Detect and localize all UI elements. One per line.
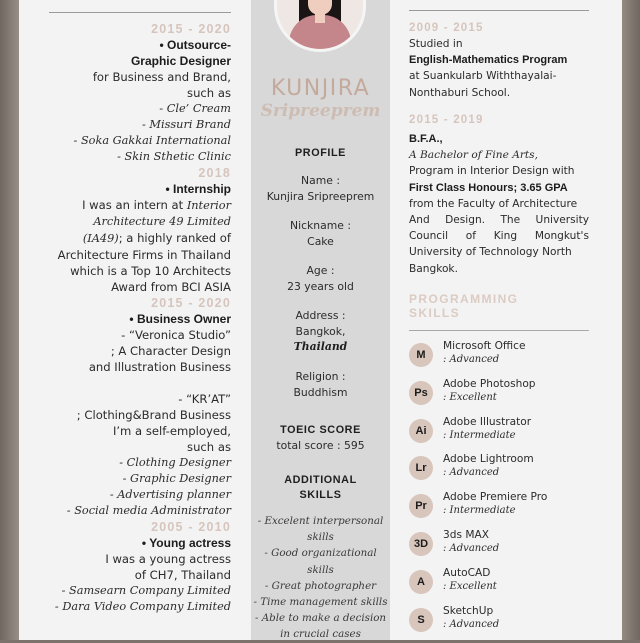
degree-title: B.F.A., (409, 133, 443, 145)
experience-line: - Cle’ Cream (159, 102, 231, 115)
address-value: Bangkok, (295, 324, 346, 338)
experience-line: such as (187, 440, 231, 454)
top-divider (409, 10, 589, 11)
experience-line: - Graphic Designer (122, 472, 231, 485)
experience-line: such as (187, 86, 231, 100)
software-level: : Advanced (443, 467, 500, 479)
programming-skill (409, 567, 589, 597)
programming-skill (409, 378, 589, 408)
software-level: : Advanced (443, 618, 500, 630)
experience-line: - “KR’AT” (178, 392, 231, 406)
experience-line: ; A Character Design (110, 344, 231, 358)
experience-line: I was a young actress (105, 552, 231, 566)
experience-line: for Business and Brand, (92, 70, 231, 84)
programming-heading: PROGRAMMING (409, 292, 519, 306)
education-text: And Design. The University (409, 214, 589, 227)
programming-heading-2: SKILLS (409, 306, 461, 320)
software-badge-icon: M (409, 343, 433, 367)
software-name: Adobe Premiere Pro (443, 491, 548, 504)
programming-skill (409, 340, 589, 370)
experience-line: which is a Top 10 Architects (70, 264, 231, 278)
programming-skill (409, 453, 589, 483)
last-name: Sripreeprem (260, 101, 381, 121)
software-badge-icon: S (409, 608, 433, 632)
experience-title: • Business Owner (129, 312, 231, 326)
education-text: at Suankularb Withthayalai- (409, 70, 557, 83)
software-name: Adobe Illustrator (443, 415, 532, 428)
education-text: Studied in (409, 38, 463, 50)
education-text: Nonthaburi School. (409, 86, 511, 99)
software-badge-icon: 3D (409, 532, 433, 556)
software-level: : Advanced (443, 354, 500, 365)
programming-divider (409, 330, 589, 331)
experience-line: Award from BCI ASIA (111, 280, 231, 294)
education-text: from the Faculty of Architecture (409, 197, 578, 210)
experience-line: I was an intern at Interior (82, 198, 231, 212)
additional-skill-item: - Great photographer (264, 579, 377, 592)
software-level: : Excellent (443, 580, 497, 592)
additional-skill-item: - Good organizational (264, 547, 377, 560)
programming-skill (409, 491, 589, 521)
programming-skill (409, 605, 589, 635)
additional-skills-heading-2: SKILLS (299, 489, 342, 501)
religion-value: Buddhism (293, 385, 348, 399)
experience-line-italic: Interior (186, 199, 231, 212)
additional-skill-item: skills (307, 531, 334, 544)
experience-year: 2018 (198, 166, 231, 180)
additional-skill-item: - Able to make a decision (254, 612, 387, 625)
experience-line: I’m a self-employed, (112, 424, 231, 438)
software-badge-icon: Ps (409, 381, 433, 405)
experience-year: 2015 - 2020 (151, 22, 231, 36)
additional-skills-heading: ADDITIONAL (284, 474, 357, 486)
software-name: Microsoft Office (443, 340, 526, 352)
experience-line: of CH7, Thailand (134, 568, 231, 582)
profile-photo (274, 0, 366, 52)
programming-skill (409, 416, 589, 446)
software-badge-icon: Lr (409, 456, 433, 480)
software-name: 3ds MAX (443, 529, 489, 541)
age-label: Age : (306, 264, 335, 277)
experience-column (19, 0, 231, 640)
education-text: University of Technology North (409, 246, 572, 259)
age-value: 23 years old (287, 279, 354, 293)
additional-skill-item: skills (307, 563, 334, 576)
degree-name: A Bachelor of Fine Arts, (409, 149, 538, 162)
experience-list (19, 21, 231, 615)
education-column (409, 0, 589, 640)
experience-line: - “Veronica Studio” (121, 328, 231, 342)
experience-line: and Illustration Business (88, 360, 231, 374)
experience-title: • Outsource- (159, 38, 231, 52)
first-name: KUNJIRA (270, 76, 371, 101)
additional-skill-item: - Excelent interpersonal (257, 515, 384, 527)
education-program: English-Mathematics Program (409, 54, 568, 67)
experience-line (19, 375, 231, 391)
education-year: 2015 - 2019 (409, 114, 484, 126)
experience-line: - Soka Gakkai International (73, 134, 231, 147)
experience-line: - Advertising planner (109, 488, 231, 501)
experience-title: • Young actress (141, 536, 231, 550)
software-badge-icon: A (409, 570, 433, 594)
education-year: 2009 - 2015 (409, 22, 484, 34)
honours-text: First Class Honours; 3.65 GPA (409, 181, 568, 194)
experience-entry (19, 295, 231, 519)
experience-year: 2015 - 2020 (151, 296, 231, 310)
address-country: Thailand (293, 340, 348, 353)
software-name: SketchUp (443, 604, 494, 617)
experience-line: ; Clothing&Brand Business (76, 408, 231, 422)
experience-line: - Clothing Designer (119, 456, 231, 469)
toeic-heading: TOEIC SCORE (280, 424, 361, 436)
experience-line: - Skin Sthetic Clinic (117, 150, 231, 163)
programming-skill (409, 529, 589, 559)
nickname-value: Cake (307, 234, 334, 248)
nickname-label: Nickname : (290, 219, 351, 232)
experience-line-italic: (IA49) (82, 232, 119, 245)
profile-heading: PROFILE (295, 147, 346, 159)
experience-line: Architecture 49 Limited (93, 215, 231, 228)
software-level: : Intermediate (443, 429, 516, 441)
software-name: AutoCAD (443, 566, 491, 579)
experience-title: Graphic Designer (130, 54, 231, 68)
experience-title: • Internship (165, 182, 231, 196)
software-level: : Advanced (443, 543, 500, 554)
profile-sidebar (251, 0, 390, 640)
software-name: Adobe Photoshop (443, 377, 536, 390)
experience-year: 2005 - 2010 (151, 520, 231, 534)
education-text: Council of King Mongkut's (409, 230, 589, 243)
software-level: : Excellent (443, 391, 497, 403)
experience-entry (19, 165, 231, 295)
experience-entry (19, 21, 231, 165)
additional-skills-list (251, 513, 390, 643)
experience-line: - Dara Video Company Limited (54, 600, 231, 613)
experience-entry (19, 519, 231, 615)
software-level: : Intermediate (443, 505, 516, 517)
software-name: Adobe Lightroom (443, 453, 534, 466)
name-value: Kunjira Sripreeprem (266, 189, 375, 203)
experience-line: Architecture Firms in Thailand (57, 248, 231, 262)
additional-skill-item: in crucial cases (280, 628, 361, 641)
religion-label: Religion : (295, 370, 346, 383)
education-text: Bangkok. (409, 262, 458, 275)
software-badge-icon: Pr (409, 494, 433, 518)
education-text: Program in Interior Design with (409, 165, 575, 178)
software-badge-icon: Ai (409, 419, 433, 443)
experience-line: - Samsearn Company Limited (61, 584, 231, 597)
experience-line: (IA49); a highly ranked of (82, 231, 231, 245)
experience-line: - Social media Administrator (66, 504, 231, 517)
name-label: Name : (301, 174, 340, 187)
toeic-value: total score : 595 (276, 439, 365, 452)
experience-line: - Missuri Brand (141, 118, 231, 131)
top-divider (49, 12, 231, 13)
address-label: Address : (295, 309, 346, 322)
additional-skill-item: - Time management skills (253, 596, 388, 609)
